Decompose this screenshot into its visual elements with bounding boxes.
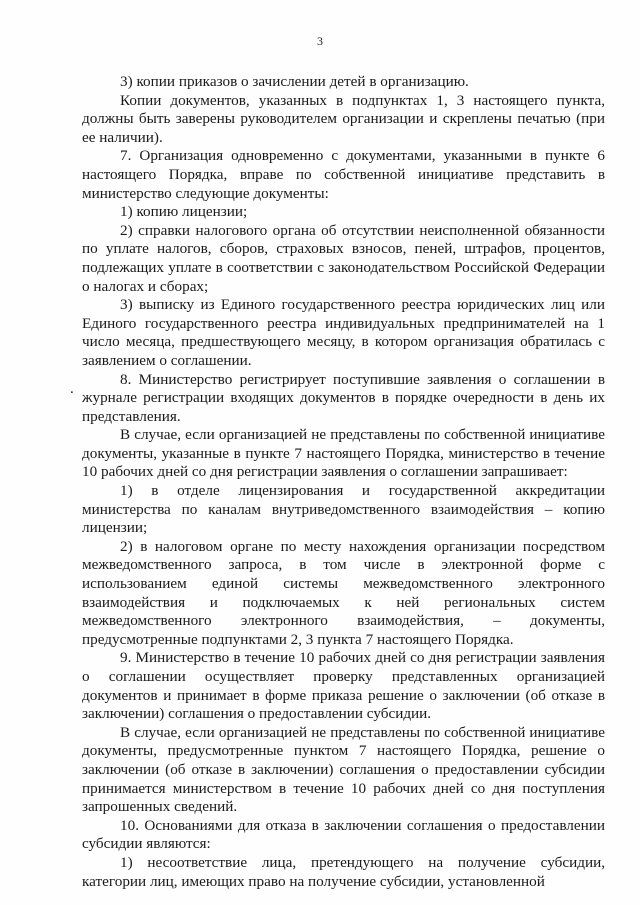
paragraph: 9. Министерство в течение 10 рабочих дней со дня регистрации заявления о соглашении осуществляет проверку представленных организацией документов и принимает в форме приказа решение о заключении (об отказе в заключении) соглашения о предоставлении субсидии. — [82, 649, 605, 723]
margin-mark: . — [70, 381, 74, 397]
paragraph: 2) в налоговом органе по месту нахождения организации посредством межведомственного запроса, в том числе в электронной форме с использованием единой системы межведомственного электронного взаимодействия и подключаемых к ней региональных систем межведомственного электронного взаимодействия, – документы, предусмотренные подпунктами 2, 3 пункта 7 настоящего Порядка. — [82, 537, 605, 648]
paragraph: 3) выписку из Единого государственного реестра юридических лиц или Единого государственного реестра индивидуальных предпринимателей на 1 число месяца, предшествующего месяцу, в котором организация обратилась с заявлением о соглашении. — [82, 296, 605, 369]
paragraph: 1) в отделе лицензирования и государственной аккредитации министерства по каналам внутриведомственного взаимодействия – копию лицензии; — [82, 482, 605, 537]
paragraph: 2) справки налогового органа об отсутствии неисполненной обязанности по уплате налогов, сборов, страховых взносов, пеней, штрафов, процентов, подлежащих уплате в соответствии с законодательством Российской Федерации о налогах и сборах; — [82, 221, 605, 295]
paragraph: 1) несоответствие лица, претендующего на получение субсидии, категории лиц, имеющих право на получение субсидии, установленной — [82, 853, 605, 890]
page-number: 3 — [317, 34, 323, 48]
paragraph: 10. Основаниями для отказа в заключении соглашения о предоставлении субсидии являются: — [82, 816, 605, 853]
paragraph: В случае, если организацией не представлены по собственной инициативе документы, указанные в пункте 7 настоящего Порядка, министерство в течение 10 рабочих дней со дня регистрации заявления о соглашении запрашивает: — [82, 426, 605, 481]
document-body — [82, 73, 605, 891]
paragraph: Копии документов, указанных в подпунктах 1, 3 настоящего пункта, должны быть заверены руководителем организации и скреплены печатью (при ее наличии). — [82, 91, 605, 146]
paragraph: 3) копии приказов о зачислении детей в организацию. — [120, 73, 469, 90]
paragraph: 7. Организация одновременно с документами, указанными в пункте 6 настоящего Порядка, вправе по собственной инициативе представить в министерство следующие документы: — [82, 147, 605, 202]
paragraph: 8. Министерство регистрирует поступившие заявления о соглашении в журнале регистрации входящих документов в порядке очередности в день их представления. — [82, 370, 605, 425]
paragraph: В случае, если организацией не представлены по собственной инициативе документы, предусмотренные пунктом 7 настоящего Порядка, решение о заключении (об отказе в заключении) соглашения о предоставлении субсидии принимается министерством в течение 10 рабочих дней со дня поступления запрошенных сведений. — [82, 723, 605, 816]
paragraph: 1) копию лицензии; — [120, 203, 248, 221]
